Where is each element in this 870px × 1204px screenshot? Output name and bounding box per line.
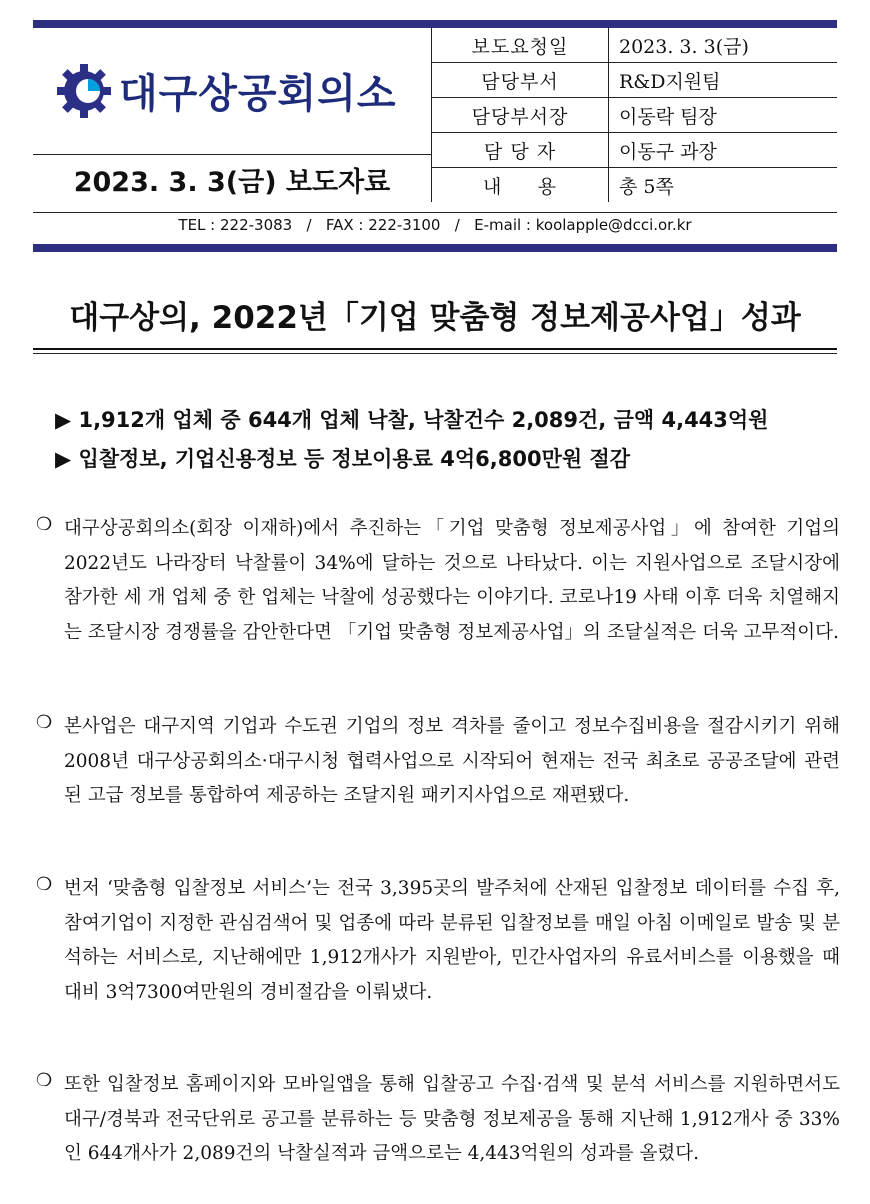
bullet-icon: ❍ [36, 514, 53, 535]
info-table [431, 28, 837, 202]
info-label: 보도요청일 [432, 28, 609, 63]
info-label: 담당부서장 [432, 98, 609, 133]
info-value: 이동구 과장 [609, 133, 838, 168]
contact-info: TEL : 222-3083 / FAX : 222-3100 / E-mail : koolapple@dcci.or.kr [178, 216, 692, 234]
release-date-title: 2023. 3. 3(금) 보도자료 [73, 167, 391, 198]
paragraph [36, 710, 840, 814]
bottom-rule [33, 244, 837, 252]
paragraph-text: 번저 ‘맞춤형 입찰정보 서비스’는 전국 3,395곳의 발주처에 산재된 입찰정보 데이터를 수집 후, 참여기업이 지정한 관심검색어 및 업종에 따라 분류된 입찰정보를 매일 아침 이메일로 발송 및 분석하는 서비스로, 지난해에만 1,912개사가 지원받아, 민간사업자의 유료서비스를 이용했을 때 대비 3억7300여만원의 경비절감을 이뤄냈다. [64, 878, 840, 1003]
info-row [432, 63, 838, 98]
subheadline: ▶ 1,912개 업체 중 644개 업체 낙찰, 낙찰건수 2,089건, 금액 4,443억원 [55, 408, 769, 432]
top-rule [33, 20, 837, 28]
info-value: 총 5쪽 [609, 168, 838, 203]
paragraph [36, 1068, 840, 1172]
paragraph-text: 본사업은 대구지역 기업과 수도권 기업의 정보 격차를 줄이고 정보수집비용을 절감시키기 위해 2008년 대구상공회의소·대구시청 협력사업으로 시작되어 현재는 전국 최초로 공공조달에 관련된 고급 정보를 통합하여 제공하는 조달지원 패키지사업으로 재편됐다. [64, 716, 840, 806]
info-label: 내 용 [432, 168, 609, 203]
info-value: 2023. 3. 3(금) [609, 28, 838, 63]
info-row [432, 98, 838, 133]
info-value: R&D지원팀 [609, 63, 838, 98]
info-label: 담 당 자 [432, 133, 609, 168]
page-title: 대구상의, 2022년「기업 맞춤형 정보제공사업」성과 [69, 300, 801, 336]
bullet-icon: ❍ [36, 712, 53, 733]
divider [33, 212, 837, 213]
paragraph-text: 또한 입찰정보 홈페이지와 모바일앱을 통해 입찰공고 수집·검색 및 분석 서비스를 지원하면서도 대구/경북과 전국단위로 공고를 분류하는 등 맞춤형 정보제공을 통해 지난해 1,912개사 중 33%인 644개사가 2,089건의 낙찰실적과 금액으로는 4,443억원의 성과를 올렸다. [64, 1074, 840, 1164]
press-header [33, 28, 837, 212]
paragraph [36, 512, 840, 650]
gear-logo-icon [55, 62, 113, 120]
info-label: 담당부서 [432, 63, 609, 98]
org-name: 대구상공회의소 [119, 71, 397, 117]
info-row [432, 28, 838, 63]
subheadline: ▶ 입찰정보, 기업신용정보 등 정보이용료 4억6,800만원 절감 [55, 447, 631, 471]
bullet-icon: ❍ [36, 874, 53, 895]
info-row [432, 168, 838, 203]
title-underline-thin [33, 353, 837, 354]
paragraph [36, 872, 840, 1010]
bullet-icon: ❍ [36, 1070, 53, 1091]
info-value: 이동락 팀장 [609, 98, 838, 133]
title-underline [33, 348, 837, 350]
paragraph-text: 대구상공회의소(회장 이재하)에서 추진하는「기업 맞춤형 정보제공사업」에 참여한 기업의 2022년도 나라장터 낙찰률이 34%에 달하는 것으로 나타났다. 이는 지원사업으로 조달시장에 참가한 세 개 업체 중 한 업체는 낙찰에 성공했다는 이야기다. 코로나19 사태 이후 더욱 치열해지는 조달시장 경쟁률을 감안한다면 「기업 맞춤형 정보제공사업」의 조달실적은 더욱 고무적이다. [64, 518, 840, 643]
info-row [432, 133, 838, 168]
logo [33, 28, 431, 154]
divider [33, 154, 431, 155]
